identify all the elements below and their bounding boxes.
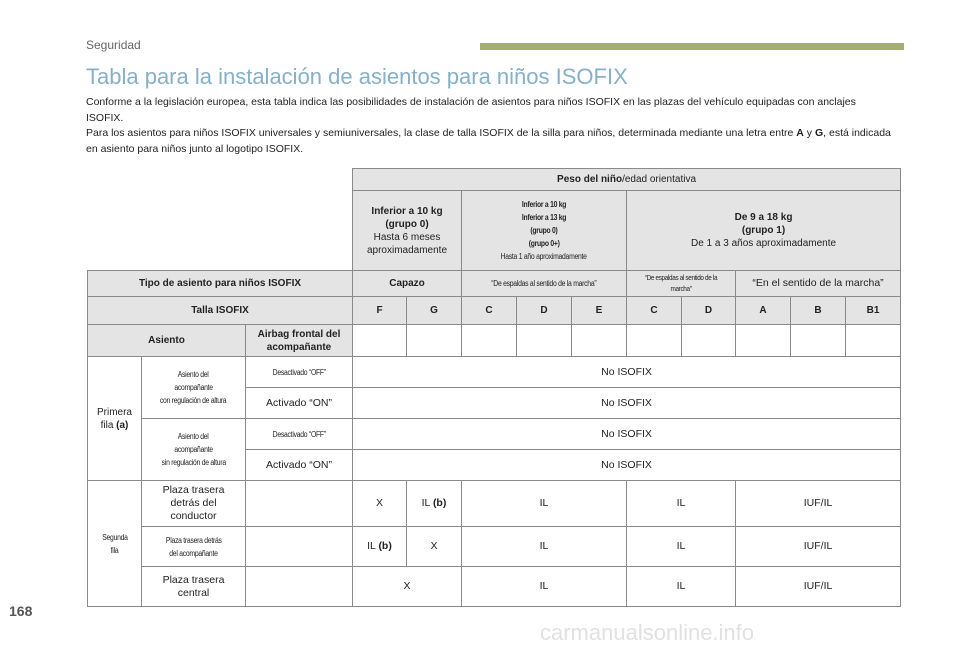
seat-airbag-row xyxy=(88,325,901,357)
group-0plus-label-2: (grupo 0+) xyxy=(528,239,560,248)
group-0plus-weight-1: Inferior a 10 kg xyxy=(521,200,567,209)
intro-text-a: Para los asientos para niños ISOFIX universales y semiuniversales, la clase de talla ISOFIX de la silla para niños, determinada mediante una letra entre xyxy=(86,127,797,139)
group-0-label: (grupo 0) xyxy=(385,218,429,230)
rear-row-1 xyxy=(88,481,901,527)
intro-paragraph-1: Conforme a la legislación europea, esta tabla indica las posibilidades de instalación de asientos para niños ISOFIX en las plazas del vehículo equipadas con anclajes ISOFIX. xyxy=(86,96,856,124)
empty-cell xyxy=(246,481,353,527)
size-cell: B xyxy=(791,297,846,325)
empty-cell xyxy=(353,325,407,357)
seat-type-row xyxy=(88,271,901,297)
rear-seat-1-line-3: conductor xyxy=(170,510,217,522)
empty-cell xyxy=(791,325,846,357)
group-0-age-2: aproximadamente xyxy=(366,244,448,256)
size-letter-a: A xyxy=(796,127,804,139)
rear-seat-2-line-1: Plaza trasera detrás xyxy=(165,535,222,545)
rear-seat-1-line-1: Plaza trasera xyxy=(162,484,225,496)
cell-g xyxy=(407,481,462,527)
airbag-off xyxy=(246,419,353,450)
no-isofix-cell: No ISOFIX xyxy=(353,419,901,450)
empty-cell xyxy=(246,527,353,567)
seat-label: Asiento xyxy=(88,325,246,357)
page-number: 168 xyxy=(9,603,33,619)
airbag-on: Activado “ON” xyxy=(246,450,353,481)
cell-capazo: X xyxy=(353,567,462,607)
airbag-off xyxy=(246,357,353,388)
seat-type-label: Tipo de asiento para niños ISOFIX xyxy=(88,271,353,297)
weight-header-row xyxy=(88,169,901,191)
airbag-label xyxy=(246,325,353,357)
size-cell: B1 xyxy=(846,297,901,325)
airbag-label-1: Airbag frontal del xyxy=(257,328,341,340)
group-1-age: De 1 a 3 años aproximadamente xyxy=(690,238,837,249)
empty-cell xyxy=(736,325,791,357)
rear-seat-2-line-2: del acompañante xyxy=(169,548,218,558)
seat-type-capazo: Capazo xyxy=(353,271,462,297)
empty-cell xyxy=(682,325,736,357)
cell-rear-group: IL xyxy=(462,481,627,527)
isofix-size-label: Talla ISOFIX xyxy=(88,297,353,325)
size-cell: A xyxy=(736,297,791,325)
empty-cell xyxy=(462,325,517,357)
cell-f-value: IL xyxy=(367,540,379,552)
cell-rear-group-2: IL xyxy=(627,481,736,527)
cell-rear-group-2: IL xyxy=(627,527,736,567)
seat-2-line-3: sin regulación de altura xyxy=(161,458,226,467)
rear-seat-3-line-2: central xyxy=(177,586,210,599)
seat-1-line-1: Asiento del xyxy=(178,370,209,379)
passenger-seat-height-adjust xyxy=(142,357,246,419)
front-row-1 xyxy=(88,357,901,388)
group-1-cell xyxy=(627,191,901,271)
groups-row xyxy=(88,191,901,271)
airbag-off-text: Desactivado “OFF” xyxy=(272,429,326,439)
second-row-label xyxy=(88,481,142,607)
no-isofix-cell: No ISOFIX xyxy=(353,450,901,481)
no-isofix-cell: No ISOFIX xyxy=(353,388,901,419)
rear-seat-behind-passenger xyxy=(142,527,246,567)
front-row-3 xyxy=(88,419,901,450)
page-title: Tabla para la instalación de asientos para niños ISOFIX xyxy=(86,64,628,89)
rear-seat-3-line-1: Plaza trasera xyxy=(162,573,225,586)
group-1-label: (grupo 1) xyxy=(741,225,786,236)
seat-type-rear-facing-1-text: “De espaldas al sentido de la marcha” xyxy=(491,279,597,288)
seat-2-line-1: Asiento del xyxy=(178,432,209,441)
size-cell: C xyxy=(462,297,517,325)
empty-cell xyxy=(407,325,462,357)
weight-header-rest: /edad orientativa xyxy=(622,174,697,185)
weight-header xyxy=(353,169,901,191)
seat-1-line-3: con regulación de altura xyxy=(160,396,227,405)
cell-f: X xyxy=(353,481,407,527)
size-letter-g: G xyxy=(814,127,824,139)
empty-cell xyxy=(846,325,901,357)
empty-cell xyxy=(246,567,353,607)
cell-rear-group: IL xyxy=(462,567,627,607)
airbag-on: Activado “ON” xyxy=(246,388,353,419)
intro-text-b: , está indicada en asiento para niños junto al logotipo ISOFIX. xyxy=(86,127,891,155)
section-bar xyxy=(480,43,904,50)
rear-row-2 xyxy=(88,527,901,567)
cell-rear-group-2: IL xyxy=(627,567,736,607)
group-0plus-label-1: (grupo 0) xyxy=(530,226,558,235)
cell-forward-group: IUF/IL xyxy=(736,481,901,527)
cell-g: X xyxy=(407,527,462,567)
size-cell: C xyxy=(627,297,682,325)
second-row-label-1: Segunda xyxy=(101,532,128,542)
cell-g-value: IL xyxy=(421,497,433,509)
airbag-label-2: acompañante xyxy=(266,341,332,353)
weight-header-bold: Peso del niño xyxy=(557,174,623,185)
group-0plus-weight-2: Inferior a 13 kg xyxy=(521,213,567,222)
front-row-ref: (a) xyxy=(116,419,129,431)
size-cell: E xyxy=(572,297,627,325)
cell-rear-group: IL xyxy=(462,527,627,567)
size-cell: D xyxy=(517,297,572,325)
watermark: carmanualsonline.info xyxy=(540,620,755,645)
section-label: Seguridad xyxy=(86,38,141,52)
cell-forward-group: IUF/IL xyxy=(736,567,901,607)
intro-text-y: y xyxy=(803,127,815,139)
seat-type-rear-facing-2 xyxy=(627,271,736,297)
front-row-label xyxy=(88,357,142,481)
group-0plus-cell xyxy=(462,191,627,271)
seat-type-forward-facing: “En el sentido de la marcha” xyxy=(736,271,901,297)
group-0-cell xyxy=(353,191,462,271)
group-0plus-age: Hasta 1 año aproximadamente xyxy=(500,252,588,261)
rear-seat-behind-driver xyxy=(142,481,246,527)
empty-cell xyxy=(517,325,572,357)
cell-f-ref: (b) xyxy=(378,540,392,552)
passenger-seat-no-height-adjust xyxy=(142,419,246,481)
size-cell: F xyxy=(353,297,407,325)
seat-1-line-2: acompañante xyxy=(174,383,213,392)
front-row-label-1: Primera xyxy=(96,406,132,418)
front-row-label-2: fila xyxy=(100,419,117,431)
cell-forward-group: IUF/IL xyxy=(736,527,901,567)
group-0-weight: Inferior a 10 kg xyxy=(371,205,443,217)
rear-seat-center xyxy=(142,567,246,607)
empty-cell xyxy=(572,325,627,357)
no-isofix-cell: No ISOFIX xyxy=(353,357,901,388)
rear-row-3 xyxy=(88,567,901,607)
group-0-age-1: Hasta 6 meses xyxy=(373,231,441,243)
empty-cell xyxy=(627,325,682,357)
cell-f xyxy=(353,527,407,567)
seat-2-line-2: acompañante xyxy=(174,445,213,454)
airbag-off-text: Desactivado “OFF” xyxy=(272,367,326,377)
intro-text xyxy=(86,95,896,157)
intro-paragraph-2 xyxy=(86,126,896,157)
seat-type-rear-facing-1 xyxy=(462,271,627,297)
cell-g-ref: (b) xyxy=(432,497,447,509)
size-cell: D xyxy=(682,297,736,325)
size-cell: G xyxy=(407,297,462,325)
isofix-table xyxy=(87,168,901,607)
seat-type-rear-facing-2-text: “De espaldas al sentido de la marcha” xyxy=(644,273,718,293)
rear-seat-1-line-2: detrás del xyxy=(170,497,217,509)
second-row-label-2: fila xyxy=(110,545,119,555)
isofix-size-row xyxy=(88,297,901,325)
group-1-weight: De 9 a 18 kg xyxy=(734,212,793,223)
